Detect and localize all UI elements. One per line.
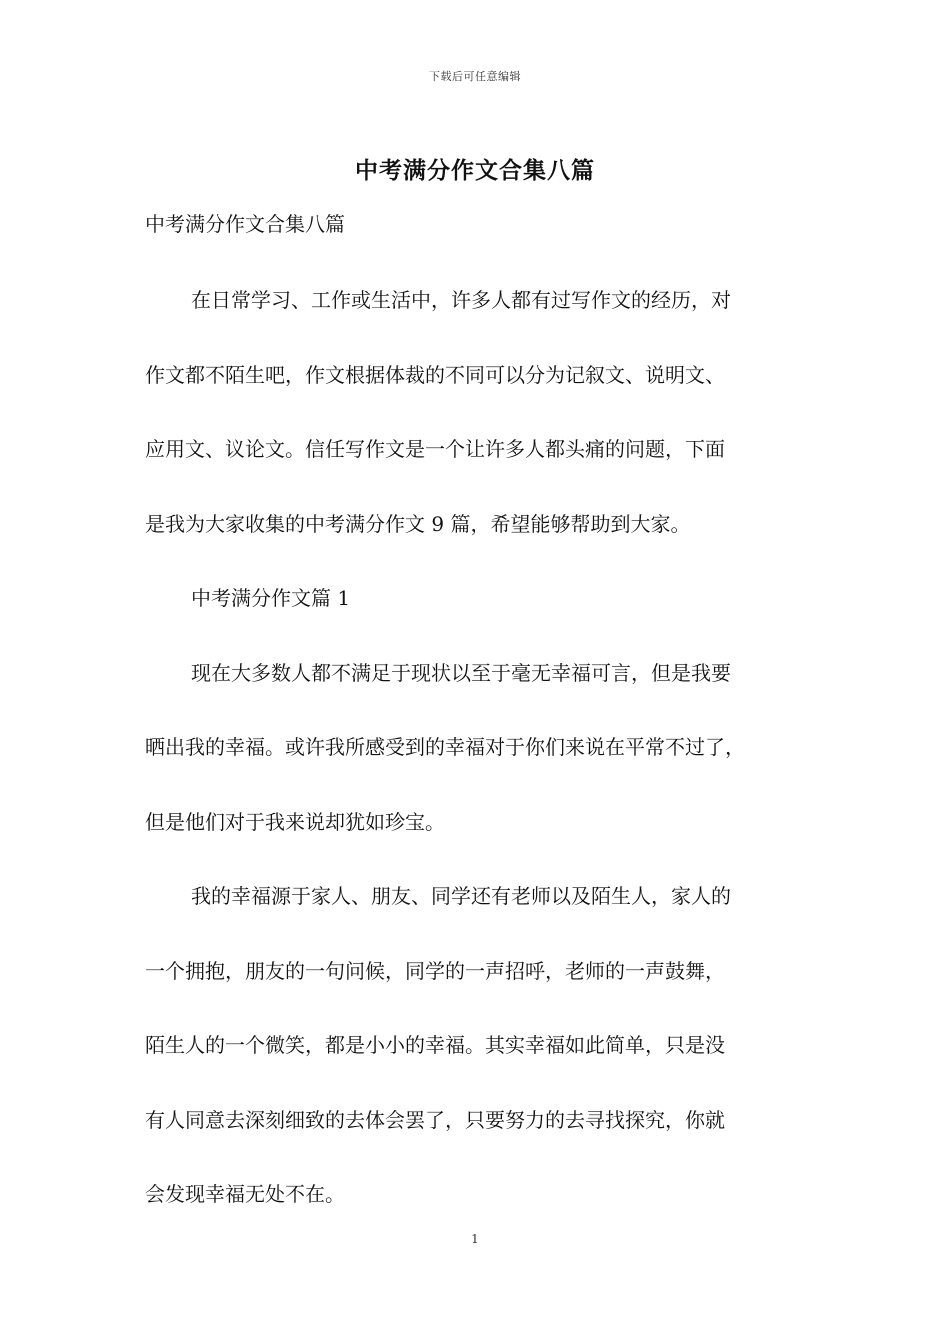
paragraph-line: 晒出我的幸福。或许我所感受到的幸福对于你们来说在平常不过了， — [145, 735, 745, 759]
paragraph-line: 应用文、议论文。信任写作文是一个让许多人都头痛的问题，下面 — [145, 437, 725, 461]
section-heading: 中考满分作文篇 1 — [191, 586, 351, 610]
paragraph-line: 会发现幸福无处不在。 — [145, 1182, 345, 1206]
document-body — [145, 282, 815, 1251]
paragraph-line: 一个拥抱，朋友的一句问候，同学的一声招呼，老师的一声鼓舞， — [145, 958, 725, 983]
paragraph-line: 作文都不陌生吧，作文根据体裁的不同可以分为记叙文、说明文、 — [145, 362, 725, 387]
page-number: 1 — [471, 1232, 479, 1246]
paragraph-line: 陌生人的一个微笑，都是小小的幸福。其实幸福如此简单，只是没 — [145, 1033, 725, 1057]
paragraph-line: 我的幸福源于家人、朋友、同学还有老师以及陌生人，家人的 — [191, 884, 731, 908]
paragraph-line: 是我为大家收集的中考满分作文 9 篇，希望能够帮助到大家。 — [145, 511, 691, 536]
paragraph-line: 有人同意去深刻细致的去体会罢了，只要努力的去寻找探究，你就 — [145, 1107, 725, 1132]
paragraph-line: 在日常学习、工作或生活中，许多人都有过写作文的经历，对 — [191, 288, 731, 312]
document-title: 中考满分作文合集八篇 — [355, 157, 595, 184]
header-note: 下载后可任意编辑 — [429, 70, 521, 83]
document-subtitle: 中考满分作文合集八篇 — [145, 212, 345, 236]
paragraph-line: 但是他们对于我来说却犹如珍宝。 — [145, 809, 445, 834]
paragraph-line: 现在大多数人都不满足于现状以至于毫无幸福可言，但是我要 — [191, 660, 731, 685]
